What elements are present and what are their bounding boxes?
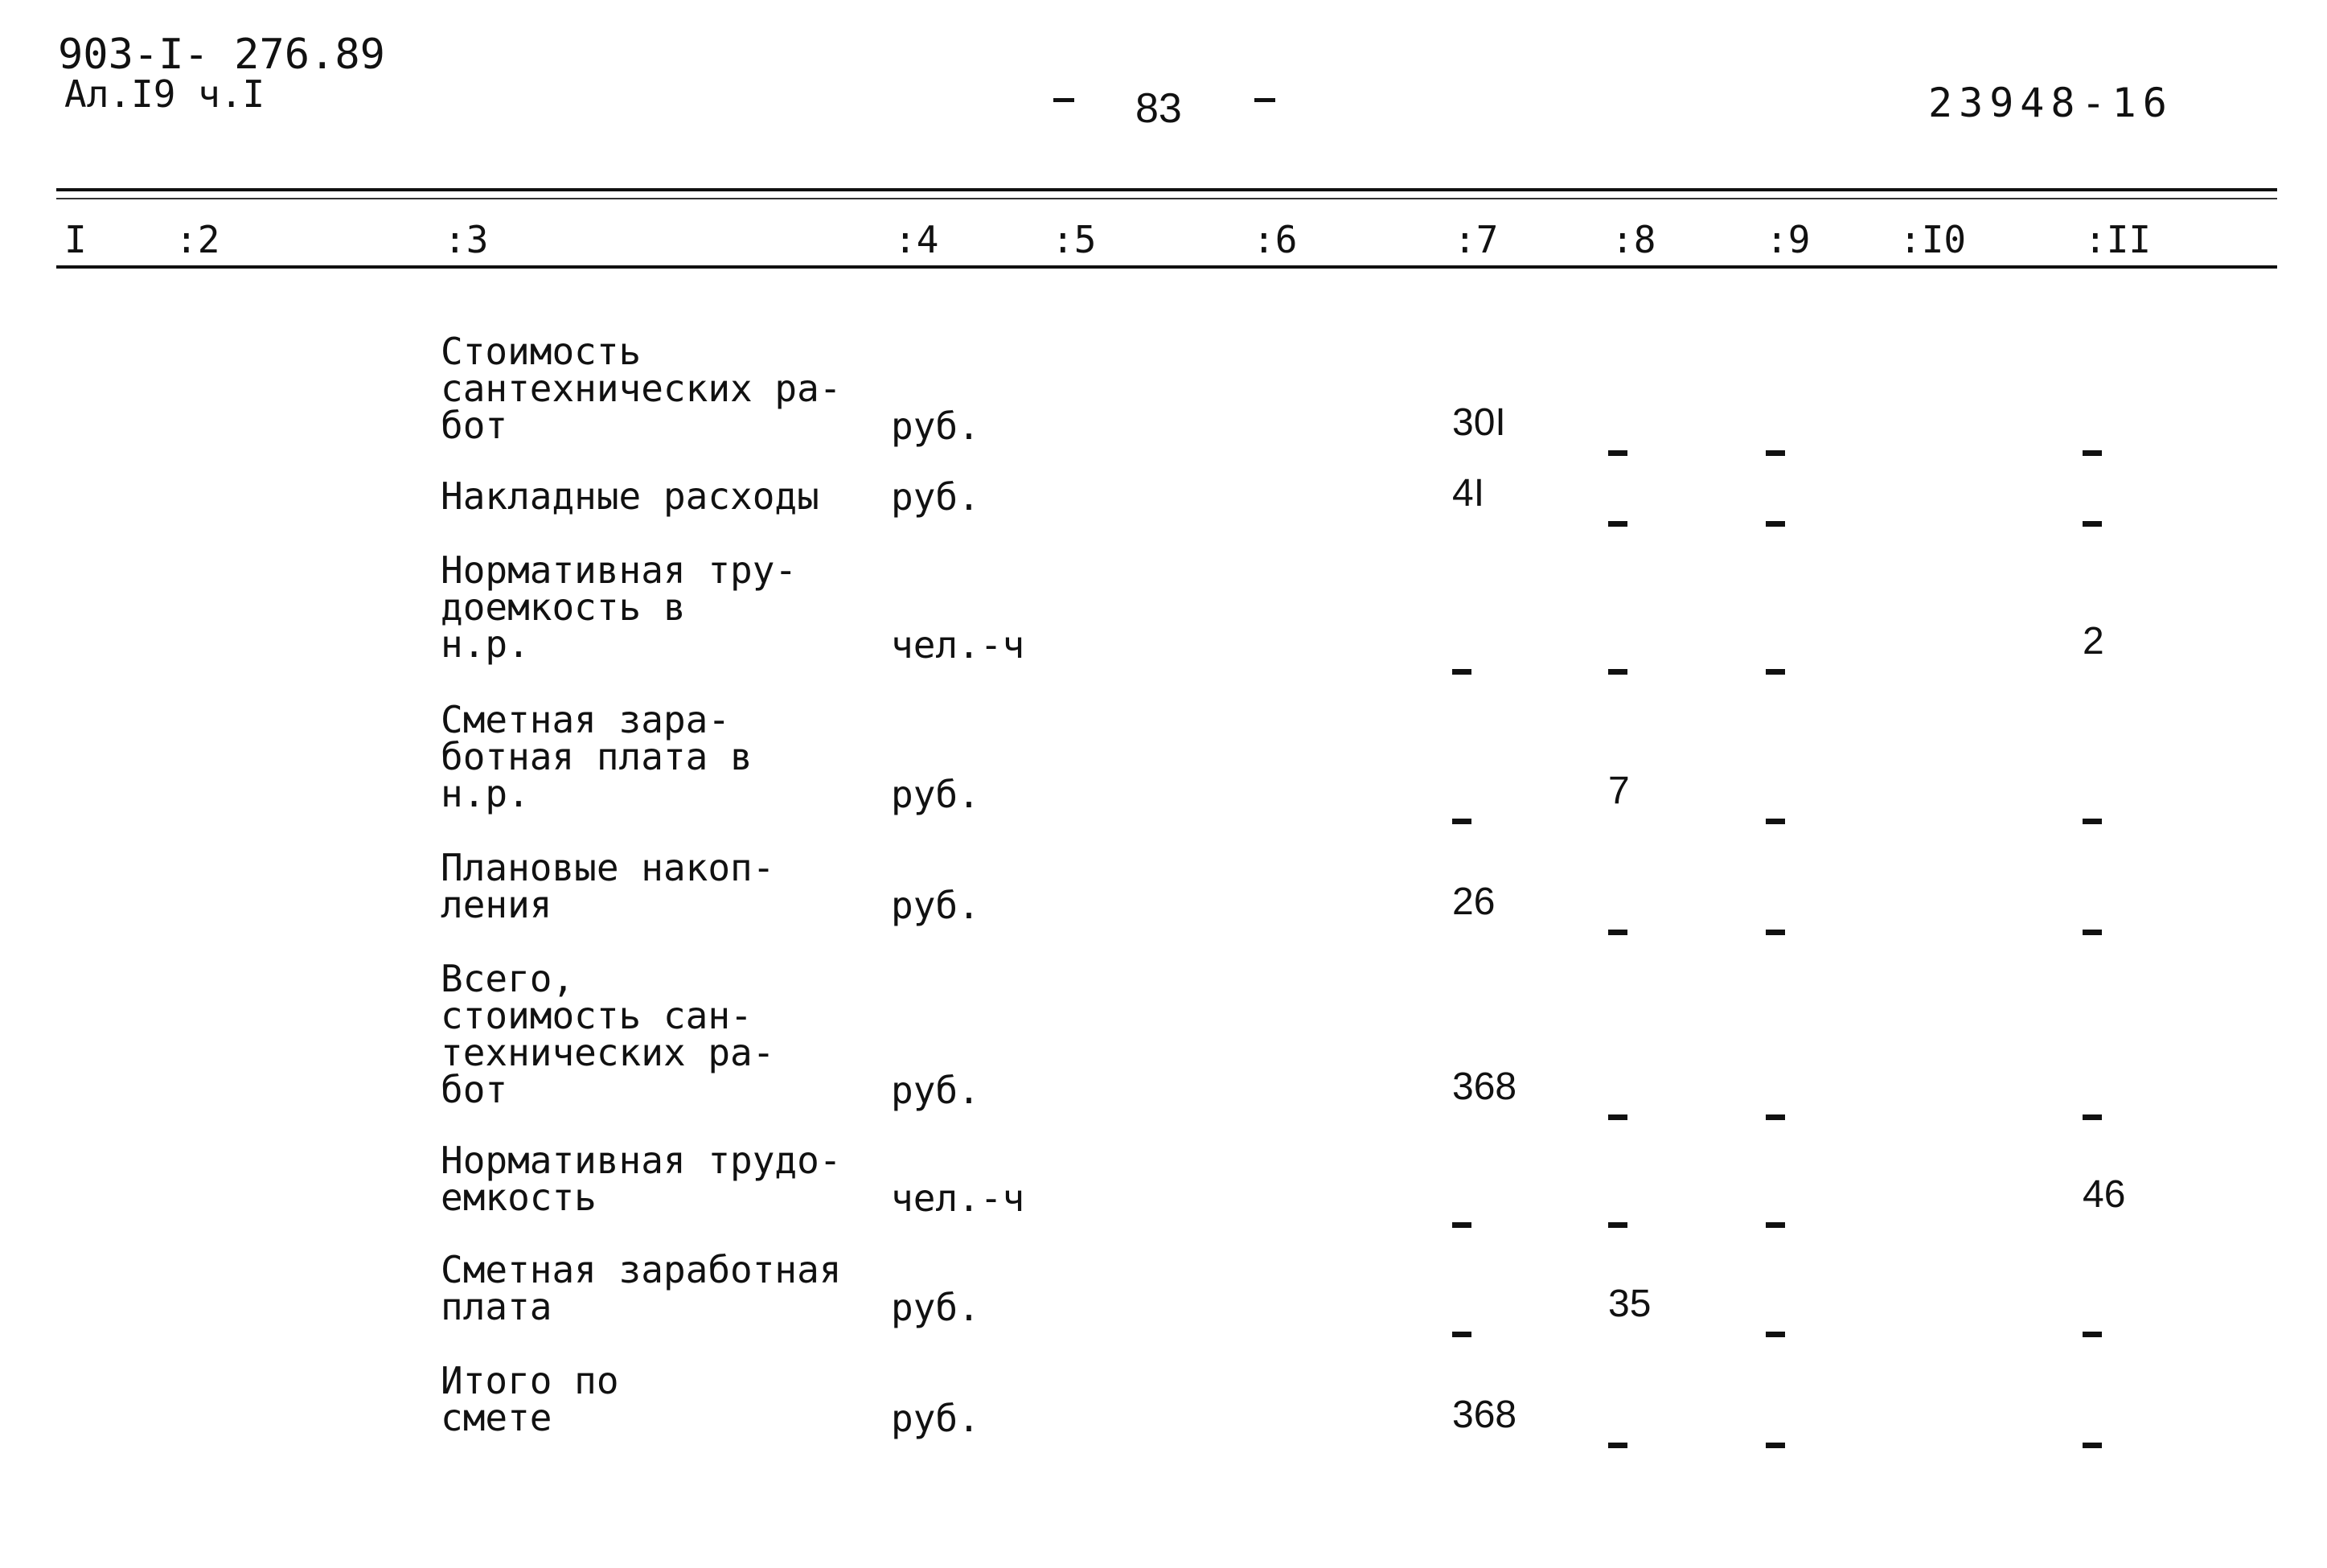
row-value-c7 [1452, 1197, 1471, 1235]
row-value-c7: 30I [1452, 401, 1506, 444]
row-value-c11 [2083, 793, 2102, 831]
dash-mark [1608, 1114, 1627, 1120]
document-code: 903-I- 276.89 [58, 31, 385, 79]
dash-mark [2083, 450, 2102, 456]
dash-mark [1766, 1114, 1785, 1120]
row-value-c11 [2083, 425, 2102, 463]
sheet-label: Ал.I9 ч.I [64, 72, 265, 116]
row-unit: руб. [891, 884, 980, 927]
column-header-8: :8 [1611, 218, 1656, 261]
row-value-c8 [1608, 1089, 1627, 1127]
column-header-1: I [64, 218, 87, 261]
dash-mark [1608, 521, 1627, 527]
dash-mark [1608, 930, 1627, 935]
column-header-3: :3 [444, 218, 489, 261]
column-header-4: :4 [894, 218, 939, 261]
header-rule-bottom [56, 265, 2277, 269]
page-dash-right [1254, 98, 1275, 102]
dash-mark [1766, 819, 1785, 824]
row-value-c11 [2083, 1306, 2102, 1344]
row-value-c11: 2 [2083, 620, 2104, 663]
row-value-c7: 368 [1452, 1394, 1517, 1436]
row-value-c9 [1766, 1089, 1785, 1127]
column-header-6: :6 [1253, 218, 1298, 261]
row-value-c9 [1766, 495, 1785, 534]
dash-mark [2083, 521, 2102, 527]
dash-mark [1766, 450, 1785, 456]
row-value-c11 [2083, 904, 2102, 942]
row-value-c7: 368 [1452, 1065, 1517, 1108]
dash-mark [2083, 1114, 2102, 1120]
column-header-10: :I0 [1899, 218, 1967, 261]
page-dash-left [1053, 98, 1074, 102]
row-value-c8 [1608, 904, 1627, 942]
row-unit: руб. [891, 1397, 980, 1440]
dash-mark [1608, 450, 1627, 456]
row-value-c9 [1766, 643, 1785, 682]
column-header-5: :5 [1052, 218, 1097, 261]
row-item-label: Всего, стоимость сан- технических ра- бот [441, 957, 775, 1111]
row-item-label: Нормативная тру- доемкость в н.р. [441, 548, 798, 666]
dash-mark [1766, 1443, 1785, 1448]
row-unit: руб. [891, 773, 980, 816]
dash-mark [1766, 521, 1785, 527]
column-header-2: :2 [175, 218, 220, 261]
row-unit: чел.-ч [891, 1176, 1025, 1220]
row-value-c8 [1608, 643, 1627, 682]
dash-mark [2083, 930, 2102, 935]
row-value-c8 [1608, 495, 1627, 534]
row-value-c8 [1608, 425, 1627, 463]
dash-mark [2083, 1443, 2102, 1448]
dash-mark [1766, 669, 1785, 675]
row-value-c9 [1766, 1197, 1785, 1235]
row-item-label: Сметная заработная плата [441, 1248, 842, 1328]
dash-mark [2083, 819, 2102, 824]
row-value-c11: 46 [2083, 1173, 2126, 1216]
row-value-c7: 26 [1452, 880, 1496, 923]
row-value-c8: 35 [1608, 1283, 1652, 1325]
row-value-c7 [1452, 793, 1471, 831]
dash-mark [1766, 930, 1785, 935]
dash-mark [2083, 1332, 2102, 1337]
row-value-c11 [2083, 1089, 2102, 1127]
row-item-label: Плановые накоп- ления [441, 846, 775, 926]
row-value-c9 [1766, 1417, 1785, 1455]
page-number: 83 [1135, 85, 1182, 132]
row-value-c7: 4I [1452, 472, 1485, 515]
column-header-7: :7 [1454, 218, 1499, 261]
row-value-c8 [1608, 1417, 1627, 1455]
column-header-11: :II [2084, 218, 2152, 261]
row-value-c9 [1766, 793, 1785, 831]
row-item-label: Сметная зара- ботная плата в н.р. [441, 698, 753, 815]
dash-mark [1452, 819, 1471, 824]
dash-mark [1608, 1222, 1627, 1228]
header-rule-top-thin [56, 198, 2277, 199]
row-value-c11 [2083, 495, 2102, 534]
row-item-label: Стоимость сантехнических ра- бот [441, 330, 842, 447]
row-value-c7 [1452, 643, 1471, 682]
row-value-c9 [1766, 425, 1785, 463]
dash-mark [1452, 1332, 1471, 1337]
row-unit: руб. [891, 1069, 980, 1112]
dash-mark [1452, 1222, 1471, 1228]
row-value-c9 [1766, 1306, 1785, 1344]
row-item-label: Итого по смете [441, 1359, 619, 1439]
row-value-c11 [2083, 1417, 2102, 1455]
row-value-c9 [1766, 904, 1785, 942]
row-unit: руб. [891, 404, 980, 448]
header-rule-top [56, 188, 2277, 191]
dash-mark [1766, 1222, 1785, 1228]
inventory-number: 23948-16 [1928, 80, 2173, 126]
row-unit: чел.-ч [891, 623, 1025, 667]
row-unit: руб. [891, 1286, 980, 1329]
dash-mark [1452, 669, 1471, 675]
dash-mark [1608, 669, 1627, 675]
dash-mark [1608, 1443, 1627, 1448]
column-header-9: :9 [1766, 218, 1811, 261]
dash-mark [1766, 1332, 1785, 1337]
row-item-label: Нормативная трудо- емкость [441, 1139, 842, 1219]
row-unit: руб. [891, 475, 980, 519]
row-item-label: Накладные расходы [441, 474, 819, 518]
row-value-c8: 7 [1608, 770, 1630, 812]
row-value-c7 [1452, 1306, 1471, 1344]
row-value-c8 [1608, 1197, 1627, 1235]
